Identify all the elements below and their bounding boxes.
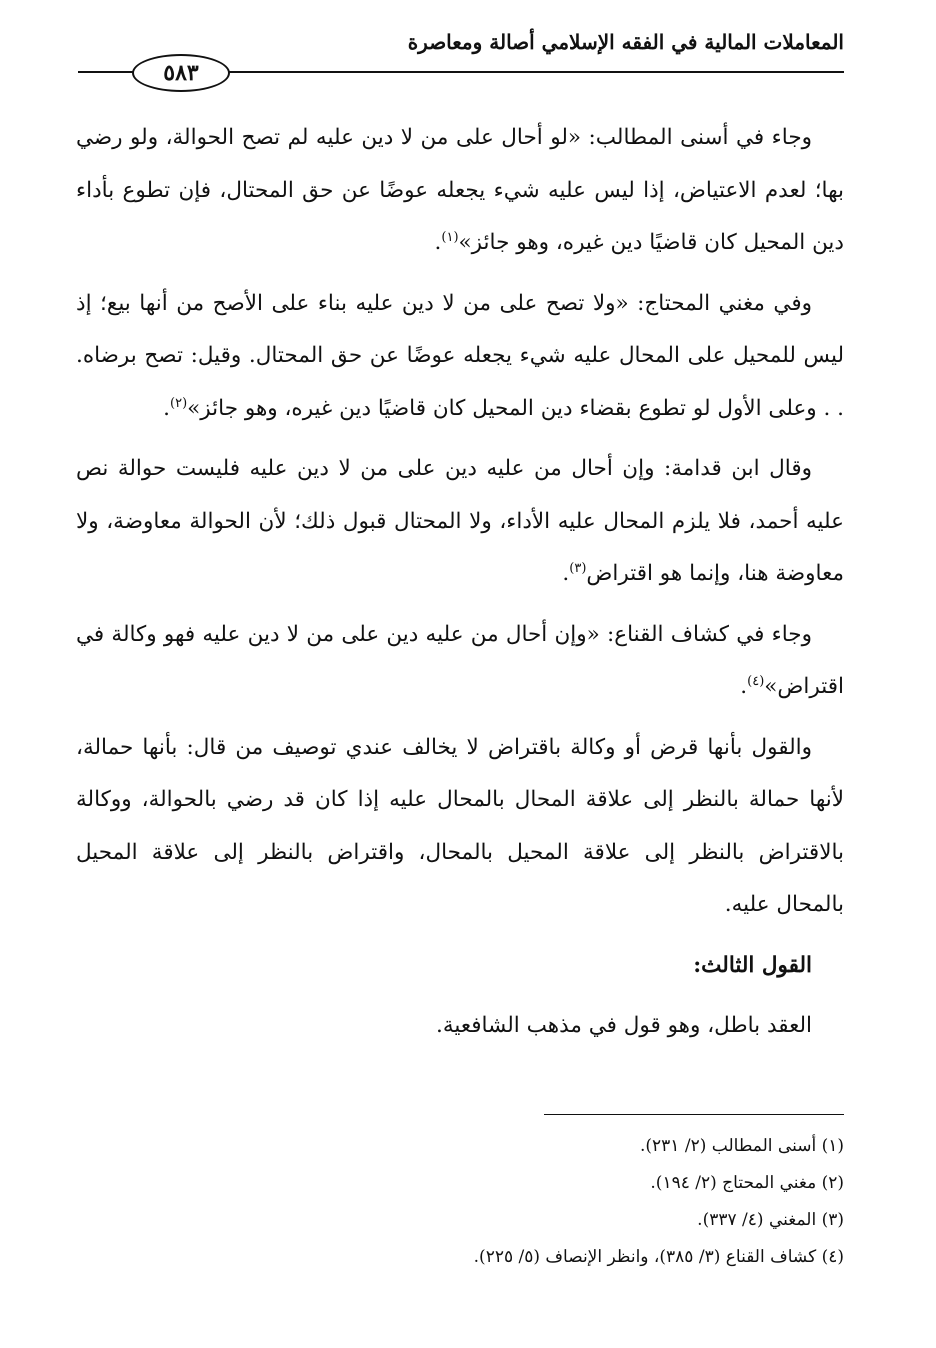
paragraph-text: وجاء في كشاف القناع: «وإن أحال من عليه دين على من لا دين عليه فهو وكالة في اقتراض» [76, 621, 844, 699]
paragraph: وجاء في أسنى المطالب: «لو أحال على من لا دين عليه لم تصح الحوالة، ولو رضي بها؛ لعدم الاعتياض، إذا ليس عليه شيء يجعله عوضًا عن حق المحتال، فإن تطوع بأداء دين المحيل كان قاضيًا دين غيره، وهو جائز»$^{(١)}$. [76, 125, 844, 255]
paragraph-text: والقول بأنها قرض أو وكالة باقتراض لا يخالف عندي توصيف من قال: بأنها حمالة، لأنها حمالة بالنظر إلى علاقة المحال بالمحال عليه إذا كان قد رضي بالحوالة، ووكالة بالاقتراض بالنظر إلى علاقة المحيل بالمحال، واقتراض بالنظر إلى علاقة المحيل بالمحال عليه. [76, 734, 844, 917]
paragraph-text: العقد باطل، وهو قول في مذهب الشافعية. [436, 1013, 812, 1038]
paragraph: وقال ابن قدامة: وإن أحال من عليه دين على من لا دين عليه فليست حوالة نص عليه أحمد، فلا يلزم المحال عليه الأداء، ولا المحتال قبول ذلك؛ لأن الحوالة معاوضة، ولا معاوضة هنا، وإنما هو اقتراض$^{(٣)}$. [76, 456, 844, 586]
footnotes [284, 1128, 844, 1276]
footnote: (٢) مغني المحتاج (٢/ ١٩٤). [650, 1173, 844, 1193]
footnote: (٣) المغني (٤/ ٣٣٧). [697, 1210, 844, 1230]
running-header: المعاملات المالية في الفقه الإسلامي أصالة ومعاصرة [407, 30, 844, 54]
footnote-marker: (١) [441, 229, 459, 245]
footnote: (١) أسنى المطالب (٢/ ٢٣١). [640, 1136, 844, 1156]
footnote-marker: (٢) [170, 395, 188, 411]
footnote-marker: (٤) [747, 673, 765, 689]
footnote-marker: (٣) [569, 560, 587, 576]
section-heading: القول الثالث: [693, 952, 812, 978]
paragraph: وفي مغني المحتاج: «ولا تصح على من لا دين عليه بناء على الأصح من أنها بيع؛ إذ ليس للمحيل على المحال عليه شيء يجعله عوضًا عن حق المحتال. وقيل: تصح برضاه. . . وعلى الأول لو تطوع بقضاء دين المحيل كان قاضيًا دين غيره، وهو جائز»$^{(٢)}$. [76, 290, 844, 421]
footnote-separator [544, 1114, 844, 1115]
paragraph-text: وجاء في أسنى المطالب: «لو أحال على من لا دين عليه لم تصح الحوالة، ولو رضي بها؛ لعدم الاعتياض، إذا ليس عليه شيء يجعله عوضًا عن حق المحتال، فإن تطوع بأداء دين المحيل كان قاضيًا دين غيره، وهو جائز» [76, 125, 844, 255]
main-text [76, 112, 844, 1061]
paragraph [76, 722, 844, 932]
page-number-badge: ٥٨٣ [132, 54, 230, 92]
paragraph-text: وقال ابن قدامة: وإن أحال من عليه دين على من لا دين عليه فليست حوالة نص عليه أحمد، فلا يلزم المحال عليه الأداء، ولا المحتال قبول ذلك؛ لأن الحوالة معاوضة، ولا معاوضة هنا، وإنما هو اقتراض [76, 456, 844, 586]
paragraph [76, 1000, 844, 1053]
paragraph-text: وفي مغني المحتاج: «ولا تصح على من لا دين عليه بناء على الأصح من أنها بيع؛ إذ ليس للمحيل على المحال عليه شيء يجعله عوضًا عن حق المحتال. وقيل: تصح برضاه. . . وعلى الأول لو تطوع بقضاء دين المحيل كان قاضيًا دين غيره، وهو جائز» [76, 290, 844, 421]
paragraph: وجاء في كشاف القناع: «وإن أحال من عليه دين على من لا دين عليه فهو وكالة في اقتراض»$^{(٤)}$. [76, 621, 844, 699]
footnote: (٤) كشاف القناع (٣/ ٣٨٥)، وانظر الإنصاف (٥/ ٢٢٥). [473, 1247, 844, 1267]
